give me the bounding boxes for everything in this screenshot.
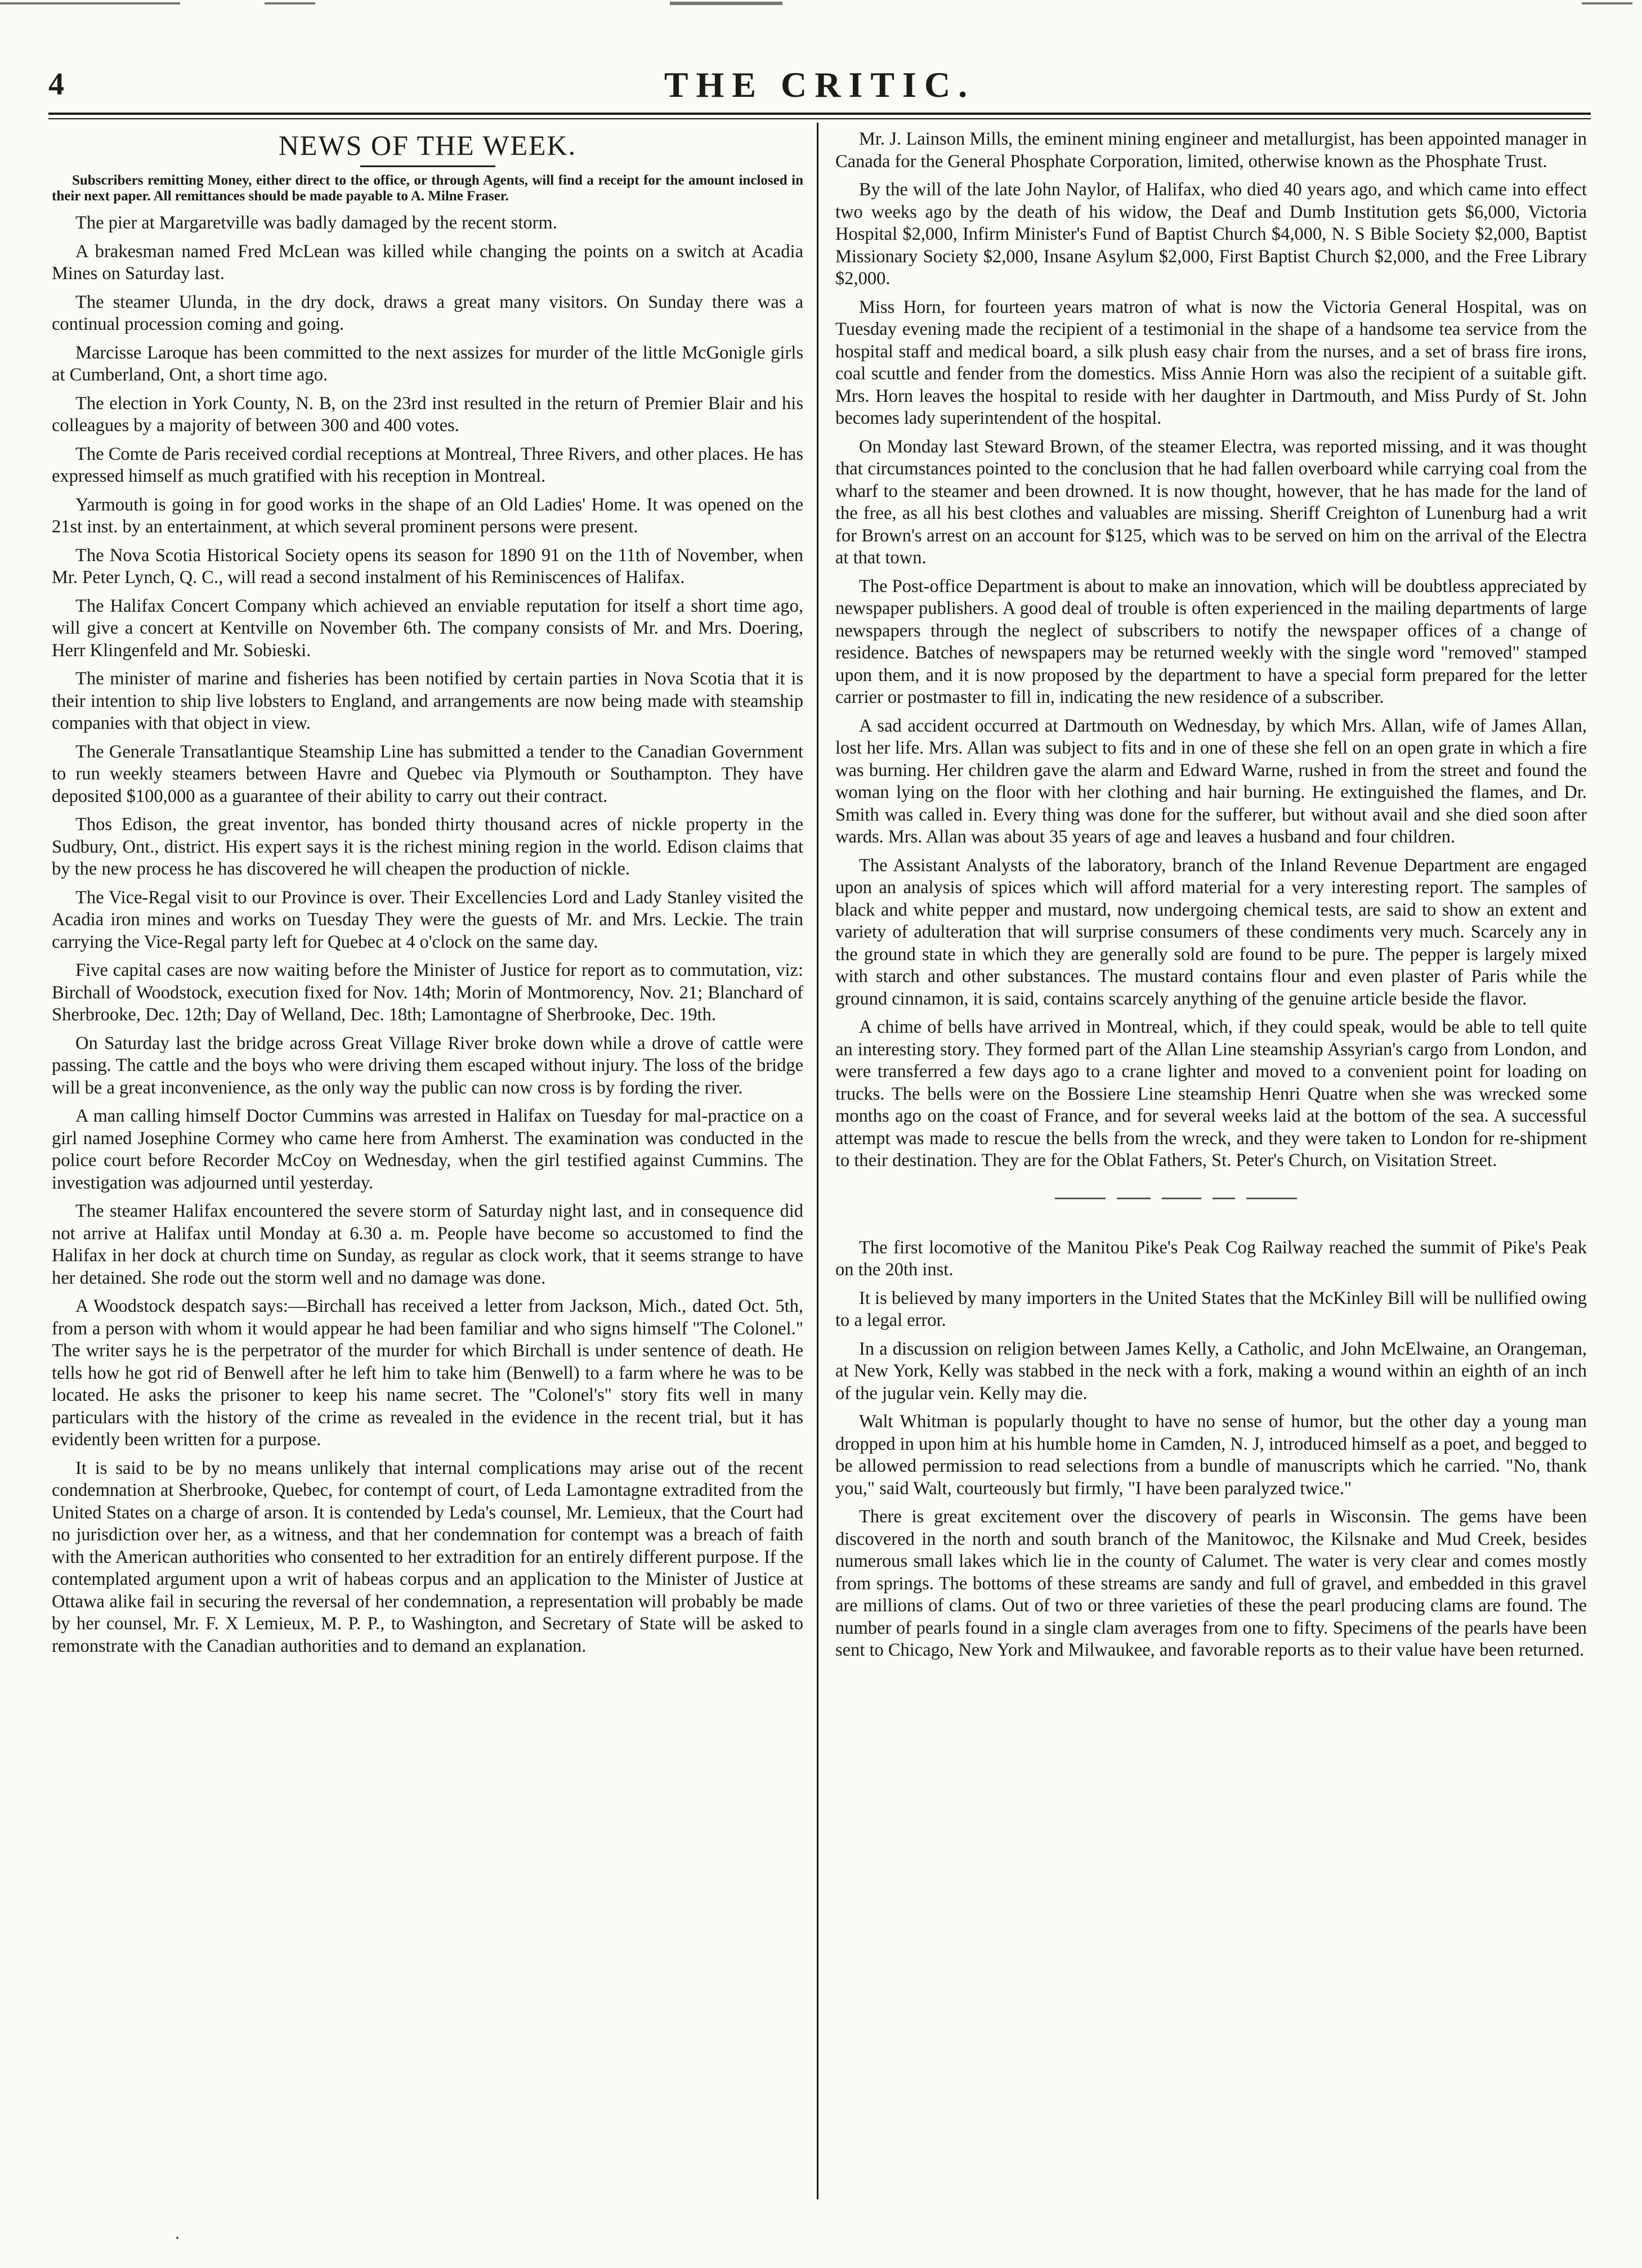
subscriber-notice: Subscribers remitting Money, either direct to the office, or through Agents, will find a receipt for the amount inclosed in their next paper. All remittances should be made payable to A. Milne Fraser.: [52, 173, 803, 204]
news-item: The first locomotive of the Manitou Pike's Peak Cog Railway reached the summit of Pike's Peak on the 20th inst.: [835, 1237, 1587, 1280]
news-item: The pier at Margaretville was badly damaged by the recent storm.: [75, 213, 557, 233]
news-item: Five capital cases are now waiting before the Minister of Justice for report as to commutation, viz: Birchall of Woodstock, execution fixed for Nov. 14th; Morin of Montmorency, Nov. 21; Blanchard of Sherbrooke, Dec. 12th; Day of Welland, Dec. 18th; Lamontagne of Sherbrooke, Dec. 19th.: [52, 960, 803, 1025]
news-item: The Nova Scotia Historical Society opens its season for 1890 91 on the 11th of November, when Mr. Peter Lynch, Q. C., will read a second instalment of his Reminiscences of Halifax.: [52, 545, 803, 588]
news-item: Walt Whitman is popularly thought to have no sense of humor, but the other day a young man dropped in upon him at his humble home in Camden, N. J, introduced himself as a poet, and begged to be allowed permission to read selections from a bundle of manuscripts which he carried. "No, thank you," said Walt, courteously but firmly, "I have been paralyzed twice.": [835, 1411, 1587, 1499]
news-item: On Saturday last the bridge across Great Village River broke down while a drove of cattle were passing. The cattle and the boys who were driving them escaped without injury. The loss of the bridge will be a great inconvenience, as the only way the public can now cross is by fording the river.: [52, 1033, 803, 1098]
news-item: Yarmouth is going in for good works in the shape of an Old Ladies' Home. It was opened on the 21st inst. by an entertainment, at which several prominent persons were present.: [52, 494, 803, 537]
page-edge-marks: [0, 0, 1642, 10]
news-item: A brakesman named Fred McLean was killed while changing the points on a switch at Acadia Mines on Saturday last.: [52, 241, 803, 284]
header-rule: [48, 113, 1591, 119]
news-item: On Monday last Steward Brown, of the steamer Electra, was reported missing, and it was thought that circumstances pointed to the conclusion that he had fallen overboard while carrying coal from the wharf to the steamer and been drowned. It is now thought, however, that he has made for the land of the free, as all his best clothes and valuables are missing. Sheriff Creighton of Lunenburg had a writ for Brown's arrest on an account for $125, which was to be served on him on the arrival of the Electra at that town.: [835, 436, 1587, 568]
news-item: The Generale Transatlantique Steamship Line has submitted a tender to the Canadian Government to run weekly steamers between Havre and Quebec via Plymouth or Southampton. They have deposited $100,000 as a guarantee of their ability to carry out their contract.: [52, 741, 803, 806]
news-item: A chime of bells have arrived in Montreal, which, if they could speak, would be able to tell quite an interesting story. They formed part of the Allan Line steamship Assyrian's cargo from London, and were transferred a few days ago to a crane lighter and moved to a convenient point for loading on trucks. The bells were on the Bossiere Line steamship Henri Quatre when she was wrecked some months ago on the coast of France, and for several weeks laid at the bottom of the sea. A successful attempt was made to rescue the bells from the wreck, and they were taken to London for re-shipment to their destination. They are for the Oblat Fathers, St. Peter's Church, on Visitation Street.: [835, 1017, 1587, 1171]
news-item: A Woodstock despatch says:—Birchall has received a letter from Jackson, Mich., dated Oct. 5th, from a person with whom it would appear he had been familiar and who signs himself "The Colonel." The writer says he is the perpetrator of the murder for which Birchall is under sentence of death. He tells how he got rid of Benwell after he left him to take him (Benwell) to a farm where he was to be located. He asks the prisoner to keep his name secret. The "Colonel's" story fits well in many particulars with the history of the crime as revealed in the evidence in the recent trial, but it has evidently been written for a purpose.: [52, 1296, 803, 1450]
masthead: THE CRITIC.: [664, 65, 976, 105]
news-item: Mr. J. Lainson Mills, the eminent mining engineer and metallurgist, has been appointed manager in Canada for the General Phosphate Corporation, limited, otherwise known as the Phosphate Trust.: [835, 129, 1587, 172]
left-column: [52, 128, 803, 2211]
news-item: In a discussion on religion between James Kelly, a Catholic, and John McElwaine, an Orangeman, at New York, Kelly was stabbed in the neck with a fork, making a wound within an eighth of an inch of the jugular vein. Kelly may die.: [835, 1338, 1587, 1404]
title-rule: [360, 165, 495, 167]
news-item: Thos Edison, the great inventor, has bonded thirty thousand acres of nickle property in the Sudbury, Ont., district. His expert says it is the richest mining region in the world. Edison claims that by the new process he has discovered he will cheapen the production of nickle.: [52, 814, 803, 879]
news-item: The Post-office Department is about to make an innovation, which will be doubtless appreciated by newspaper publishers. A good deal of trouble is often experienced in the mailing departments of large newspapers through the neglect of subscribers to notify the newspaper offices of a change of residence. Batches of newspapers may be returned weekly with the single word "removed" stamped upon them, and it is now proposed by the department to have a special form prepared for the letter carrier or postmaster to fill in, indicating the new residence of a subscriber.: [835, 576, 1587, 707]
news-item: The election in York County, N. B, on the 23rd inst resulted in the return of Premier Blair and his colleagues by a majority of between 300 and 400 votes.: [52, 393, 803, 436]
news-item: It is said to be by no means unlikely that internal complications may arise out of the recent condemnation at Sherbrooke, Quebec, for contempt of court, of Leda Lamontagne extradited from the United States on a charge of arson. It is contended by Leda's counsel, Mr. Lemieux, that the Court had no jurisdiction over her, as a witness, and that her condemnation for contempt was a breach of faith with the American authorities who consented to her extradition for an entirely different purpose. If the contemplated argument upon a writ of habeas corpus and an application to the Minister of Justice at Ottawa alike fail in securing the reversal of her condemnation, a representation will probably be made by her counsel, Mr. F. X Lemieux, M. P. P., to Washington, and Secretary of State will be asked to remonstrate with the Canadian authorities and to demand an explanation.: [52, 1458, 803, 1656]
news-item: The Assistant Analysts of the laboratory, branch of the Inland Revenue Department are engaged upon an analysis of spices which will afford material for a very interesting report. The samples of black and white pepper and mustard, now undergoing chemical tests, are said to show an extent and variety of adulteration that will surprise consumers of these condiments very much. Scarcely any in the ground state in which they are generally sold are found to be pure. The pepper is largely mixed with starch and other substances. The mustard contains flour and even plaster of Paris while the ground cinnamon, it is said, contains scarcely anything of the genuine article beside the flavor.: [835, 855, 1587, 1009]
page-header: [48, 66, 1591, 106]
news-item: The minister of marine and fisheries has been notified by certain parties in Nova Scotia that it is their intention to ship live lobsters to England, and arrangements are now being made with steamship companies with that object in view.: [52, 669, 803, 733]
page-number: 4: [48, 67, 64, 102]
column-divider: [817, 123, 818, 2199]
right-column: [835, 128, 1587, 2211]
news-item: A man calling himself Doctor Cummins was arrested in Halifax on Tuesday for mal-practice on a girl named Josephine Cormey who came here from Amherst. The examination was conducted in the police court before Recorder McCoy on Wednesday, when the girl testified against Cummins. The investigation was adjourned until yesterday.: [52, 1106, 803, 1193]
news-item: It is believed by many importers in the United States that the McKinley Bill will be nullified owing to a legal error.: [835, 1288, 1587, 1330]
section-title: NEWS OF THE WEEK.: [278, 129, 577, 161]
news-item: A sad accident occurred at Dartmouth on Wednesday, by which Mrs. Allan, wife of James Allan, lost her life. Mrs. Allan was subject to fits and in one of these she fell on an open grate in which a fire was burning. Her children gave the alarm and Edward Warne, rushed in from the street and found the woman lying on the floor with her clothing and hair burning. He extinguished the flames, and Dr. Smith was called in. Every thing was done for the sufferer, but without avail and she died soon after wards. Mrs. Allan was about 35 years of age and leaves a husband and four children.: [835, 715, 1587, 847]
news-item: There is great excitement over the discovery of pearls in Wisconsin. The gems have been discovered in the north and south branch of the Manitowoc, the Kilsnake and Mud Creek, besides numerous small lakes which lie in the county of Calumet. The water is very clear and comes mostly from springs. The bottoms of these streams are sandy and full of gravel, and embedded in this gravel are millions of clams. Out of two or three varieties of these the pearl producing clams are found. The number of pearls found in a single clam averages from one to fifty. Specimens of the pearls have been sent to Chicago, New York and Milwaukee, and favorable reports as to their value have been returned.: [835, 1507, 1587, 1660]
news-item: By the will of the late John Naylor, of Halifax, who died 40 years ago, and which came into effect two weeks ago by the death of his widow, the Deaf and Dumb Institution gets $6,000, Victoria Hospital $2,000, Infirm Minister's Fund of Baptist Church $4,000, N. S Bible Society $2,000, Baptist Missionary Society $2,000, Insane Asylum $2,000, First Baptist Church $2,000, and the Free Library $2,000.: [835, 180, 1587, 289]
news-item: The steamer Halifax encountered the severe storm of Saturday night last, and in consequence did not arrive at Halifax until Monday at 6.30 a. m. People have become so accustomed to find the Halifax in her dock at church time on Sunday, as regular as clock work, that it seems strange to have her detained. She rode out the storm well and no damage was done.: [52, 1201, 803, 1288]
news-item: The Halifax Concert Company which achieved an enviable reputation for itself a short time ago, will give a concert at Kentville on November 6th. The company consists of Mr. and Mrs. Doering, Herr Klingenfeld and Mr. Sobieski.: [52, 595, 803, 661]
news-item: The Vice-Regal visit to our Province is over. Their Excellencies Lord and Lady Stanley visited the Acadia iron mines and works on Tuesday They were the guests of Mr. and Mrs. Leckie. The train carrying the Vice-Regal party left for Quebec at 4 o'clock on the same day.: [52, 887, 803, 952]
news-item: Marcisse Laroque has been committed to the next assizes for murder of the little McGonigle girls at Cumberland, Ont, a short time ago.: [52, 342, 803, 385]
news-item: The steamer Ulunda, in the dry dock, draws a great many visitors. On Sunday there was a continual procession coming and going.: [52, 292, 803, 334]
news-item: The Comte de Paris received cordial receptions at Montreal, Three Rivers, and other places. He has expressed himself as much gratified with his reception in Montreal.: [52, 443, 803, 486]
print-mark: ·: [175, 2229, 180, 2247]
news-item: Miss Horn, for fourteen years matron of what is now the Victoria General Hospital, was on Tuesday evening made the recipient of a testimonial in the shape of a handsome tea service from the hospital staff and medical board, a silk plush easy chair from the nurses, and a set of brass fire irons, coal scuttle and fender from the domestics. Miss Annie Horn was also the recipient of a suitable gift. Mrs. Horn leaves the hospital to reside with her daughter in Dartmouth, and Miss Purdy of St. John becomes lady superintendent of the hospital.: [835, 297, 1587, 428]
section-separator: [835, 1178, 1587, 1223]
